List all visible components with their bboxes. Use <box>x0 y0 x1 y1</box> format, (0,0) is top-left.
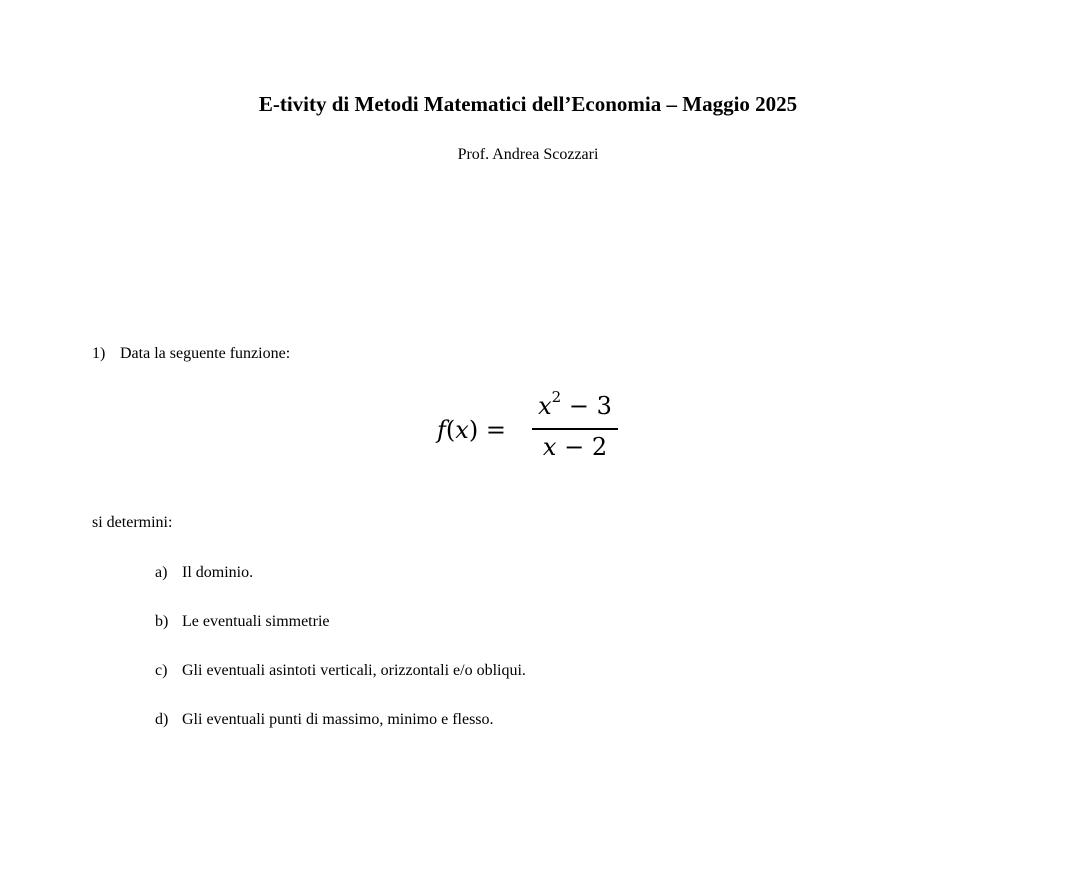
task-text: Gli eventuali punti di massimo, minimo e flesso. <box>182 711 494 728</box>
numerator-variable: x <box>538 392 552 420</box>
formula-denominator <box>532 433 618 461</box>
formula-fraction <box>532 388 618 466</box>
question-prompt: Data la seguente funzione: <box>120 345 291 362</box>
task-letter: a) <box>155 564 168 581</box>
task-item <box>155 661 526 710</box>
question-1 <box>92 344 290 364</box>
task-letter: c) <box>155 662 168 679</box>
question-number: 1) <box>92 345 106 362</box>
fraction-bar <box>532 428 618 430</box>
task-text: Il dominio. <box>182 564 254 581</box>
task-letter: b) <box>155 613 169 630</box>
formula-numerator <box>532 388 618 420</box>
formula-lhs <box>437 416 506 444</box>
task-item <box>155 612 526 661</box>
numerator-exponent: 2 <box>551 388 562 406</box>
task-item <box>155 710 526 759</box>
numerator-constant: − 3 <box>561 392 612 420</box>
formula-close-paren: ) <box>468 416 479 444</box>
document-title: E-tivity di Metodi Matematici dell’Economia – Maggio 2025 <box>258 92 798 116</box>
formula-open-paren: ( <box>445 416 456 444</box>
task-text: Gli eventuali asintoti verticali, orizzontali e/o obliqui. <box>182 662 526 679</box>
task-text: Le eventuali simmetrie <box>182 613 330 630</box>
instruction-text: si determini: <box>92 514 173 531</box>
function-name: f <box>437 416 446 444</box>
formula-variable: x <box>455 416 469 444</box>
task-list <box>155 563 526 759</box>
author-name: Prof. Andrea Scozzari <box>457 146 599 163</box>
task-item <box>155 563 526 612</box>
denominator-constant: − 2 <box>556 433 608 461</box>
task-letter: d) <box>155 711 169 728</box>
formula-equals: = <box>485 416 506 444</box>
denominator-variable: x <box>542 433 557 461</box>
